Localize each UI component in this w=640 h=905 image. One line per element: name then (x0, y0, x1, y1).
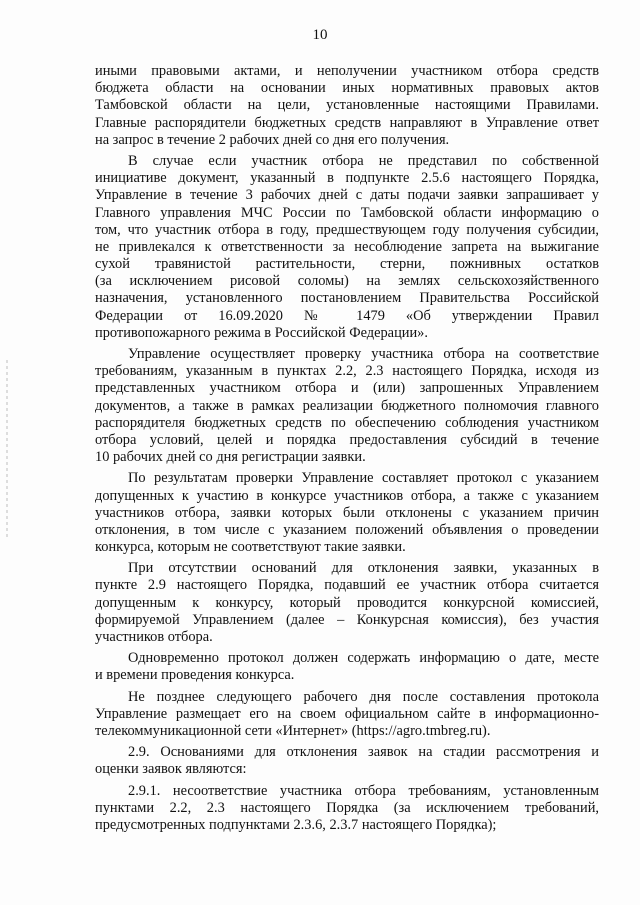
text-line: По результатам проверки Управление составляет протокол с указанием (128, 470, 599, 487)
text-line: 2.9.1. несоответствие участника отбора требованиям, установленным (128, 782, 599, 799)
text-line: допущенных к участию в конкурсе участников отбора, а также с указанием (95, 487, 599, 504)
text-line: назначения, установленного постановлением Правительства Российской (95, 290, 599, 307)
text-line: Главные распорядители бюджетных средств направляют в Управление ответ (95, 114, 599, 131)
text-line: (за исключением рисовой соломы) на землях сельскохозяйственного (95, 273, 599, 290)
text-line: конкурса, которым не соответствуют такие заявки. (95, 539, 406, 556)
text-line: отбора условий, целей и порядка предоставления субсидий в течение (95, 431, 599, 448)
text-line: бюджета области на основании иных нормативных правовых актов (95, 80, 599, 97)
text-line: формируемой Управлением (далее – Конкурсная комиссия), без участия (95, 611, 599, 628)
text-line: требованиям, указанным в пунктах 2.2, 2.3 настоящего Порядка, исходя из (95, 363, 599, 380)
text-line: Главного управления МЧС России по Тамбовской области информацию о (95, 204, 599, 221)
page-number: 10 (312, 27, 328, 43)
text-line: телекоммуникационной сети «Интернет» (https://agro.tmbreg.ru). (95, 722, 491, 739)
text-line: Одновременно протокол должен содержать информацию о дате, месте (128, 650, 599, 667)
text-line: представленных участником отбора и (или) запрошенных Управлением (95, 380, 599, 397)
text-line: пункте 2.9 настоящего Порядка, подавший ее участник отбора считается (95, 577, 599, 594)
text-line: сухой травянистой растительности, стерни, пожнивных остатков (95, 256, 599, 273)
text-line: Федерации от 16.09.2020 № 1479 «Об утверждении Правил (95, 307, 599, 324)
text-line: оценки заявок являются: (95, 761, 247, 778)
text-line: 10 рабочих дней со дня регистрации заявки. (95, 449, 366, 466)
text-line: Не позднее следующего рабочего дня после составления протокола (128, 688, 599, 705)
text-line: том, что участник отбора в году, предшествующем году получения субсидии, (95, 221, 599, 238)
text-line: Тамбовской области на цели, установленные настоящими Правилами. (95, 97, 599, 114)
text-line: участников отбора, заявки которых были отклонены с указанием причин (95, 504, 599, 521)
scan-margin-mark (6, 360, 8, 540)
text-line: отклонения, в том числе с указанием положений объявления о проведении (95, 521, 599, 538)
text-line: на запрос в течение 2 рабочих дней со дня его получения. (95, 131, 450, 148)
text-line: Управление осуществляет проверку участника отбора на соответствие (128, 346, 599, 362)
text-line: распорядителя бюджетных средств по обеспечению соблюдения участником (95, 414, 599, 431)
text-line: В случае если участник отбора не представил по собственной (128, 152, 599, 169)
text-line: документов, а также в рамках реализации бюджетного полномочия главного (95, 397, 599, 414)
text-line: не привлекался к ответственности за несоблюдение запрета на выжигание (95, 238, 599, 255)
text-line: Управление размещает его на своем официальном сайте в информационно- (95, 705, 599, 722)
text-line: противопожарного режима в Российской Федерации». (95, 324, 428, 341)
text-line: 2.9. Основаниями для отклонения заявок на стадии рассмотрения и (128, 744, 599, 761)
text-line: Управление в течение 3 рабочих дней с даты подачи заявки запрашивает у (95, 187, 599, 204)
text-line: пунктами 2.2, 2.3 настоящего Порядка (за исключением требований, (95, 799, 599, 816)
text-line: предусмотренных подпунктами 2.3.6, 2.3.7 настоящего Порядка); (95, 816, 497, 833)
document-body (95, 63, 599, 834)
text-line: При отсутствии оснований для отклонения заявки, указанных в (128, 560, 599, 577)
text-line: участников отбора. (95, 629, 213, 645)
text-line: допущенным к конкурсу, который проводится конкурсной комиссией, (95, 594, 599, 611)
text-line: и времени проведения конкурса. (95, 667, 295, 684)
text-line: иными правовыми актами, и неполучении участником отбора средств (95, 63, 599, 79)
text-line: инициативе документ, указанный в подпункте 2.5.6 настоящего Порядка, (95, 170, 599, 187)
